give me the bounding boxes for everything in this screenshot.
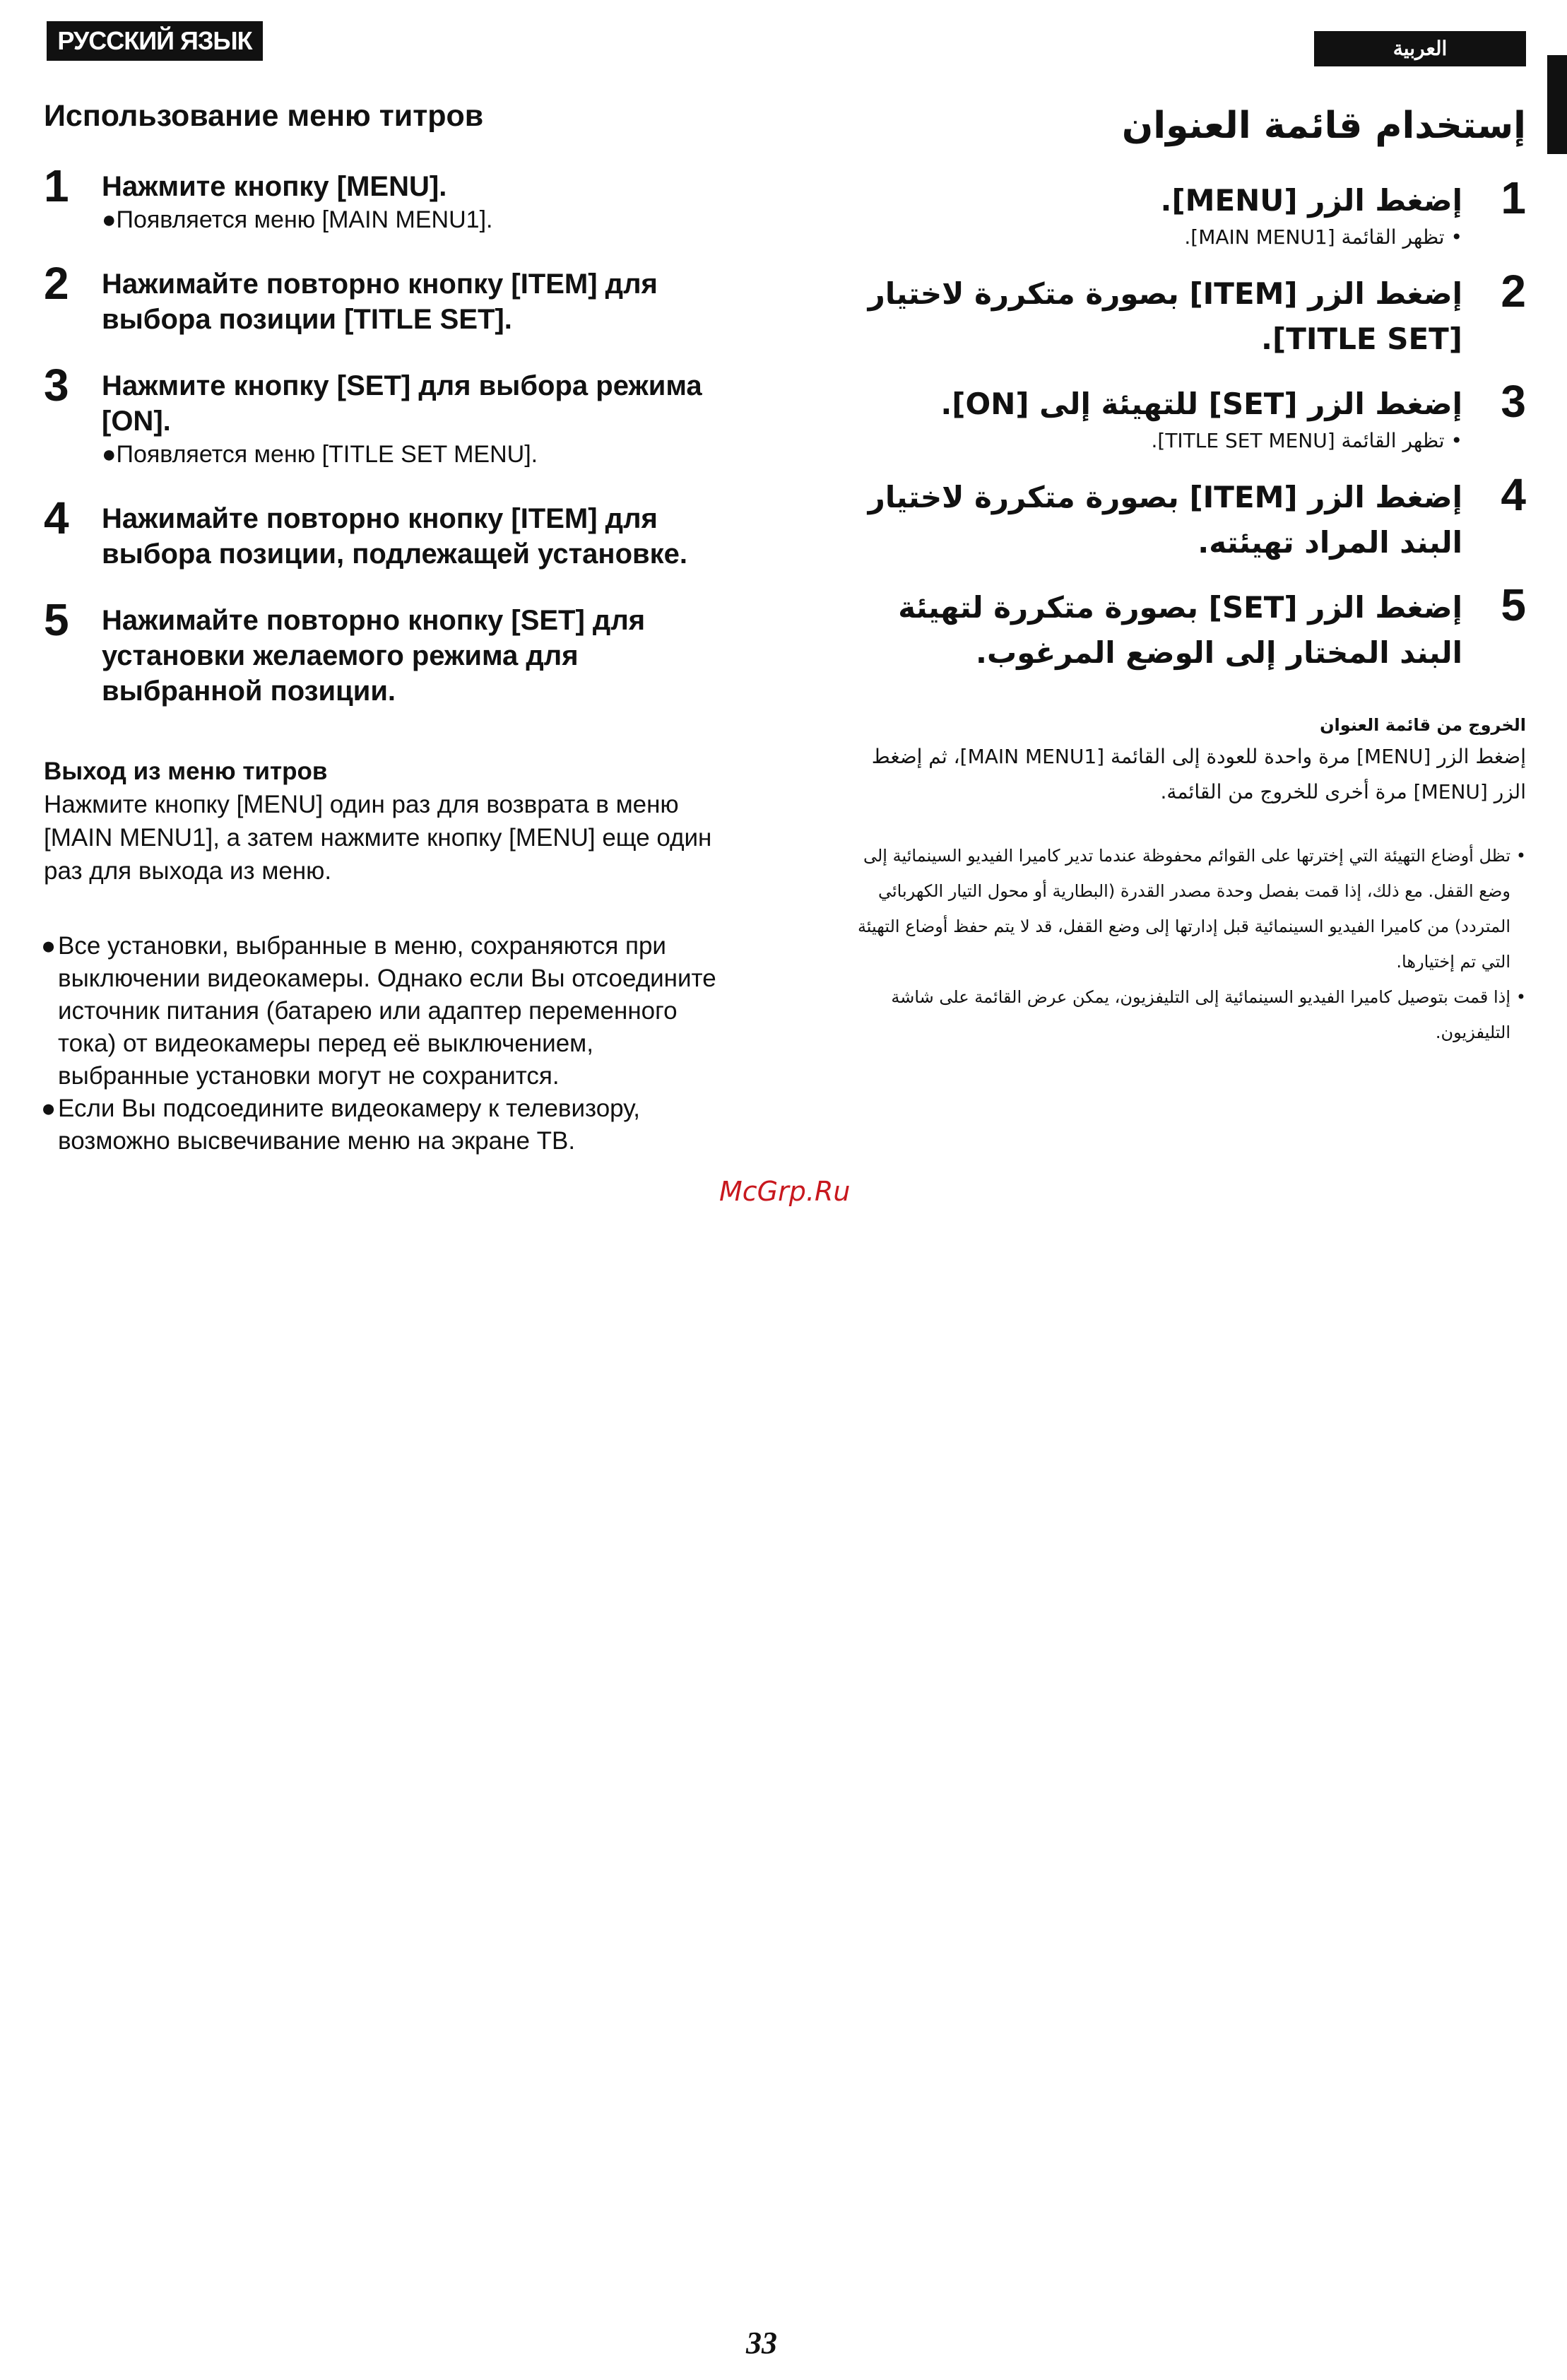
- ru-step-number: 3: [44, 360, 69, 411]
- bullet-icon: ●: [41, 932, 57, 960]
- ar-notes: [848, 838, 1526, 1050]
- ru-note-text: Если Вы подсоедините видеокамеру к телевизору, возможно высвечивание меню на экране ТВ.: [58, 1095, 640, 1155]
- ru-step-1: [44, 160, 722, 235]
- ar-exit-text: إضغط الزر [MENU] مرة واحدة للعودة إلى القائمة [MAIN MENU1]، ثم إضغط الزر [MENU] مرة أخرى للخروج من القائمة.: [871, 745, 1526, 803]
- ar-note-1: [848, 838, 1526, 979]
- ar-step-number: 2: [1501, 266, 1526, 317]
- ar-step-note: • تظهر القائمة [MAIN MENU1].: [1184, 225, 1462, 249]
- ru-step-number: 2: [44, 258, 69, 309]
- ar-step-1: [848, 172, 1526, 252]
- ar-step-number: 3: [1501, 376, 1526, 427]
- ar-step-title: إضغط الزر [SET] بصورة متكررة لتهيئة البند المختار إلى الوضع المرغوب.: [898, 590, 1462, 670]
- ar-step-3: [848, 376, 1526, 455]
- watermark: McGrp.Ru: [719, 1176, 851, 1207]
- ru-step-title: Нажмите кнопку [MENU].: [102, 171, 447, 202]
- ar-step-2: [848, 266, 1526, 362]
- bullet-icon: ●: [41, 1095, 57, 1122]
- ar-exit-title: الخروج من قائمة العنوان: [1320, 715, 1526, 735]
- ru-step-note: ●Появляется меню [MAIN MENU1].: [102, 206, 493, 233]
- ar-step-number: 5: [1501, 579, 1526, 630]
- ar-note-text: إذا قمت بتوصيل كاميرا الفيديو السينمائية إلى التليفزيون، يمكن عرض القائمة على شاشة التليفزيون.: [891, 987, 1510, 1042]
- ar-step-5: [848, 579, 1526, 676]
- ru-step-number: 5: [44, 594, 69, 645]
- ru-notes: [41, 930, 722, 1157]
- ru-step-number: 4: [44, 493, 69, 543]
- ru-exit-title: Выход из меню титров: [44, 758, 328, 785]
- ar-step-title: إضغط الزر [SET] للتهيئة إلى [ON].: [940, 387, 1462, 421]
- ru-step-5: [44, 594, 722, 709]
- ru-section-title: Использование меню титров: [44, 99, 484, 133]
- bullet-icon: •: [1515, 846, 1526, 866]
- bullet-icon: •: [1515, 987, 1526, 1007]
- ar-section-title: إستخدام قائمة العنوان: [1121, 105, 1526, 147]
- ar-step-title: إضغط الزر [ITEM] بصورة متكررة لاختيار البند المراد تهيئته.: [868, 480, 1462, 560]
- ru-step-2: [44, 258, 722, 337]
- ar-note-2: [848, 979, 1526, 1050]
- ar-step-number: 4: [1501, 469, 1526, 520]
- russian-language-tag: РУССКИЙ ЯЗЫК: [47, 21, 263, 61]
- ar-step-note: • تظهر القائمة [TITLE SET MENU].: [1151, 429, 1462, 452]
- ar-step-title: إضغط الزر [MENU].: [1160, 183, 1462, 218]
- page-number: 33: [746, 2326, 777, 2360]
- ru-note-2: [41, 1092, 722, 1157]
- ru-step-note: ●Появляется меню [TITLE SET MENU].: [102, 441, 538, 468]
- ru-step-title: Нажимайте повторно кнопку [ITEM] для выбора позиции, подлежащей установке.: [102, 503, 687, 570]
- ru-step-number: 1: [44, 160, 69, 211]
- russian-column: [41, 99, 722, 1157]
- ru-exit-text: Нажмите кнопку [MENU] один раз для возврата в меню [MAIN MENU1], а затем нажмите кнопку [MENU] еще один раз для выхода из меню.: [44, 791, 712, 885]
- ar-step-title: إضغط الزر [ITEM] بصورة متكررة لاختيار [TITLE SET].: [868, 276, 1462, 356]
- ru-note-1: [41, 930, 722, 1092]
- ru-step-title: Нажмите кнопку [SET] для выбора режима [ON].: [102, 370, 702, 437]
- ru-step-title: Нажимайте повторно кнопку [ITEM] для выбора позиции [TITLE SET].: [102, 269, 658, 335]
- ru-exit-section: [44, 755, 722, 888]
- ar-step-number: 1: [1501, 172, 1526, 223]
- page-edge-marker: [1547, 55, 1567, 154]
- ru-step-3: [44, 360, 722, 470]
- arabic-language-tag: العربية: [1314, 31, 1526, 66]
- ru-step-title: Нажимайте повторно кнопку [SET] для установки желаемого режима для выбранной позиции.: [102, 605, 646, 707]
- ar-exit-section: [848, 711, 1526, 810]
- ru-step-4: [44, 493, 722, 572]
- arabic-column: [848, 105, 1526, 1050]
- ru-note-text: Все установки, выбранные в меню, сохраняются при выключении видеокамеры. Однако если Вы отсоедините источник питания (батарею или адаптер переменного тока) от видеокамеры перед её выключением, выбранные установки могут не сохранится.: [58, 932, 716, 1090]
- ar-step-4: [848, 469, 1526, 565]
- ar-note-text: تظل أوضاع التهيئة التي إخترتها على القوائم محفوظة عندما تدير كاميرا الفيديو السينمائية إلى وضع القفل. مع ذلك، إذا قمت بفصل وحدة مصدر القدرة (البطارية أو محول التيار الكهربائي المتردد) من كاميرا الفيديو السينمائية قبل إدارتها إلى وضع القفل، قد لا يتم حفظ أوضاع التهيئة التي تم إختيارها.: [857, 846, 1510, 972]
